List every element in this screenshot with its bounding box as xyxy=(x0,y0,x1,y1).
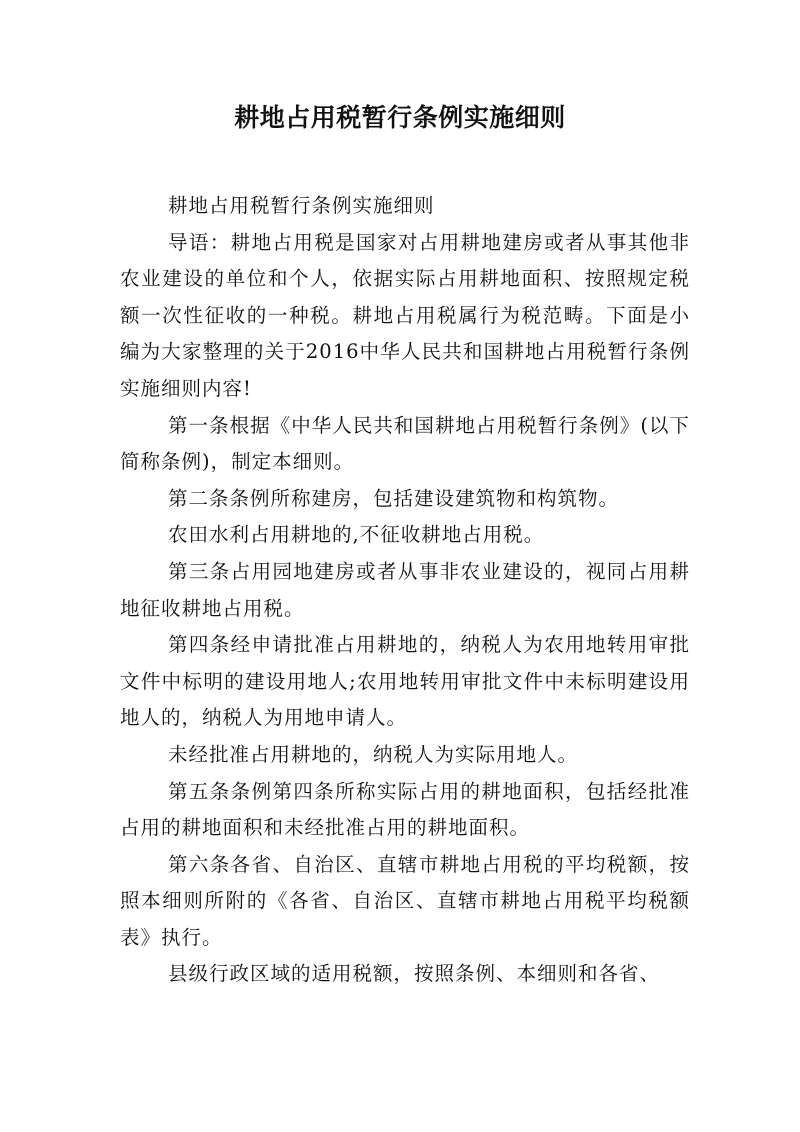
paragraph-intro: 导语：耕地占用税是国家对占用耕地建房或者从事其他非农业建设的单位和个人，依据实际占用耕地面积、按照规定税额一次性征收的一种税。耕地占用税属行为税范畴。下面是小编为大家整理的关于2016中华人民共和国耕地占用税暂行条例实施细则内容! xyxy=(120,230,690,400)
paragraph-subtitle: 耕地占用税暂行条例实施细则 xyxy=(168,194,435,217)
paragraph-article-2: 第二条条例所称建房，包括建设建筑物和构筑物。 xyxy=(168,486,620,510)
paragraph-article-6-cont: 县级行政区域的适用税额，按照条例、本细则和各省、 xyxy=(168,962,661,986)
paragraph-article-1: 第一条根据《中华人民共和国耕地占用税暂行条例》(以下简称条例)，制定本细则。 xyxy=(120,413,690,474)
paragraph-article-6: 第六条各省、自治区、直辖市耕地占用税的平均税额，按照本细则所附的《各省、自治区、直辖市耕地占用税平均税额表》执行。 xyxy=(120,852,690,949)
paragraph-article-3: 第三条占用园地建房或者从事非农业建设的，视同占用耕地征收耕地占用税。 xyxy=(120,559,690,620)
document-title: 耕地占用税暂行条例实施细则 xyxy=(234,103,566,132)
paragraph-article-4-note: 未经批准占用耕地的，纳税人为实际用地人。 xyxy=(168,742,579,766)
paragraph-article-5: 第五条条例第四条所称实际占用的耕地面积，包括经批准占用的耕地面积和未经批准占用的耕地面积。 xyxy=(120,779,690,840)
paragraph-article-2-note: 农田水利占用耕地的,不征收耕地占用税。 xyxy=(168,523,545,547)
document-body xyxy=(120,188,690,993)
paragraph-article-4: 第四条经申请批准占用耕地的，纳税人为农用地转用审批文件中标明的建设用地人;农用地转用审批文件中未标明建设用地人的，纳税人为用地申请人。 xyxy=(120,633,690,730)
